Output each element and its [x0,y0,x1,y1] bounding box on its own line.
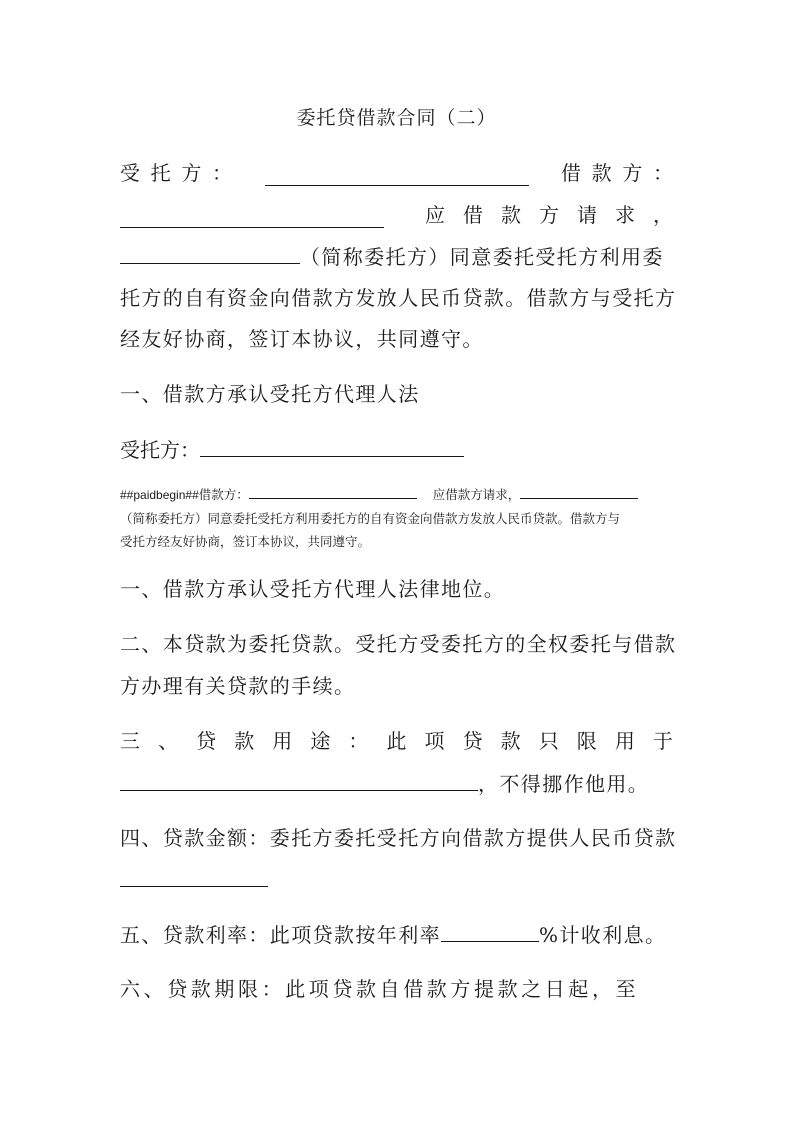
small-line-2: （简称委托方）同意委托受托方利用委托方的自有资金向借款方发放人民币贷款。借款方与 [120,511,621,526]
section1-partial: 一、借款方承认受托方代理人法 [120,382,420,406]
small-line-3: 受托方经友好协商，签订本协议，共同遵守。 [120,534,371,549]
clause-2-line-1: 二、本贷款为委托贷款。受托方受委托方的全权委托与借款 [120,632,677,656]
party1-repeat-blank [200,436,464,457]
clause-3-char: 款 [234,729,255,753]
party1-blank [265,165,529,186]
clause-3-char: 限 [576,729,597,753]
amount-line [120,866,673,893]
clause-5-prefix: 五、贷款利率：此项贷款按年利率 [120,923,441,947]
clause-1: 一、借款方承认受托方代理人法律地位。 [120,577,506,601]
intro-line-1 [120,160,673,186]
clause-4: 四、贷款金额：委托方委托受托方向借款方提供人民币贷款 [120,826,677,850]
clause-2-line-2: 方办理有关贷款的手续。 [120,674,356,698]
party2-label: 借 款 方 ： [561,161,673,185]
request-text: 应 借 款 方 请 求 ， [425,203,673,227]
clause-3-char: 款 [500,729,521,753]
clause-3-char: 用 [614,729,635,753]
clause-3-line-2 [120,770,673,797]
clause-3-line-1 [120,728,673,754]
intro-line-2 [120,202,673,228]
clause-5 [120,921,673,948]
small-principal-blank [520,485,638,499]
clause-3-char: 贷 [196,729,217,753]
intro-line-5: 经友好协商，签订本协议，共同遵守。 [120,327,484,351]
clause-3-char: 途 [310,729,331,753]
small-request-text: 应借款方请求， [432,487,521,502]
document-title: 委托贷借款合同（二） [296,107,497,129]
clause-3-char: 、 [158,729,179,753]
clause-3-char: 此 [386,729,407,753]
clause-3-char: 项 [424,729,445,753]
party1-repeat-line [120,436,673,463]
amount-blank [120,866,268,887]
clause-3-char: 贷 [462,729,483,753]
small-line-1 [120,484,673,506]
clause-3-char: 三 [120,729,140,753]
party1-repeat-label: 受托方： [120,438,200,462]
intro-line-3-text: （简称委托方）同意委托受托方利用委 [300,245,664,269]
principal-blank [120,243,300,264]
rate-blank [441,921,539,942]
party1-label: 受 托 方 ： [120,161,232,185]
clause-5-suffix: %计收利息。 [539,923,667,947]
small-borrower-blank [249,485,417,499]
clause-3-tail: ，不得挪作他用。 [478,772,650,796]
paid-marker: ##paidbegin## [120,488,199,502]
clause-3-char: ： [348,729,369,753]
small-borrower-label: 借款方： [198,487,249,502]
clause-3-char: 于 [652,729,673,753]
party2-blank [120,207,384,228]
clause-6: 六、贷款期限：此项贷款自借款方提款之日起，至 [120,977,640,1001]
clause-3-char: 只 [538,729,559,753]
intro-line-3 [120,243,673,270]
clause-3-char: 用 [272,729,293,753]
intro-line-4: 托方的自有资金向借款方发放人民币贷款。借款方与受托方 [120,286,677,310]
purpose-blank [120,770,478,791]
